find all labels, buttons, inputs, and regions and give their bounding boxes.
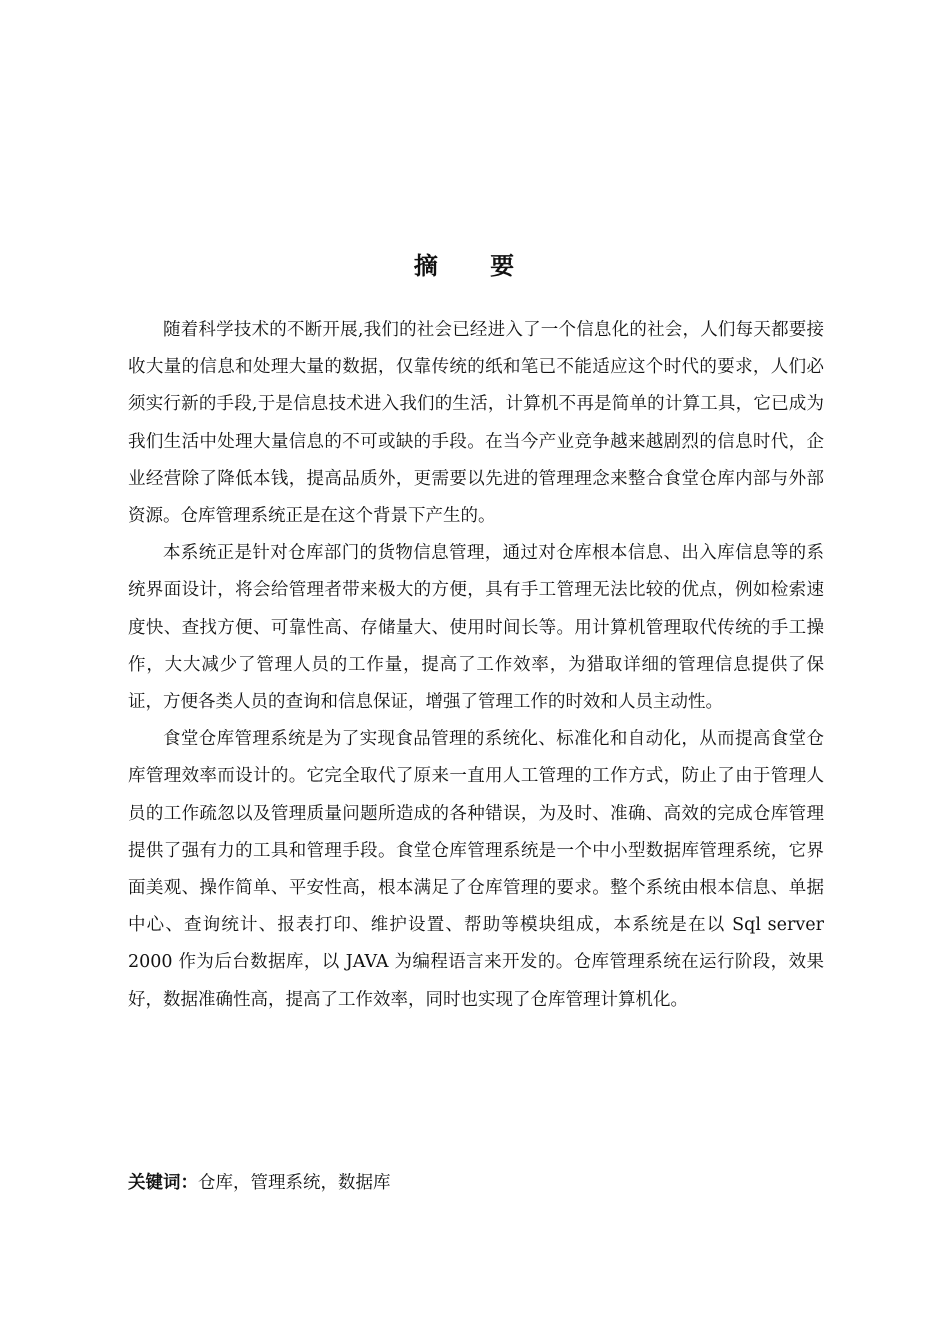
abstract-title: 摘 要: [413, 252, 537, 280]
keywords-line: [128, 1165, 824, 1202]
abstract-paragraph-1: 随着科学技术的不断开展,我们的社会已经进入了一个信息化的社会，人们每天都要接收大量的信息和处理大量的数据，仅靠传统的纸和笔已不能适应这个时代的要求，人们必须实行新的手段,于是信息技术进入我们的生活，计算机不再是简单的计算工具，它已成为我们生活中处理大量信息的不可或缺的手段。在当今产业竞争越来越剧烈的信息时代，企业经营除了降低本钱，提高品质外，更需要以先进的管理理念来整合食堂仓库内部与外部资源。仓库管理系统正是在这个背景下产生的。: [128, 320, 824, 527]
abstract-paragraph-2: 本系统正是针对仓库部门的货物信息管理，通过对仓库根本信息、出入库信息等的系统界面设计，将会给管理者带来极大的方便，具有手工管理无法比较的优点，例如检索速度快、查找方便、可靠性高、存储量大、使用时间长等。用计算机管理取代传统的手工操作，大大减少了管理人员的工作量，提高了工作效率，为猎取详细的管理信息提供了保证，方便各类人员的查询和信息保证，增强了管理工作的时效和人员主动性。: [128, 543, 824, 713]
abstract-body: [128, 312, 824, 1019]
keywords-text: 仓库，管理系统，数据库: [198, 1173, 391, 1193]
keywords-label: 关键词：: [128, 1173, 198, 1193]
abstract-paragraph-3: 食堂仓库管理系统是为了实现食品管理的系统化、标准化和自动化，从而提高食堂仓库管理效率而设计的。它完全取代了原来一直用人工管理的工作方式，防止了由于管理人员的工作疏忽以及管理质量问题所造成的各种错误，为及时、准确、高效的完成仓库管理提供了强有力的工具和管理手段。食堂仓库管理系统是一个中小型数据库管理系统，它界面美观、操作简单、平安性高，根本满足了仓库管理的要求。整个系统由根本信息、单据中心、查询统计、报表打印、维护设置、帮助等模块组成，本系统是在以 Sql server 2000 作为后台数据库，以 JAVA 为编程语言来开发的。仓库管理系统在运行阶段，效果好，数据准确性高，提高了工作效率，同时也实现了仓库管理计算机化。: [128, 729, 824, 1010]
